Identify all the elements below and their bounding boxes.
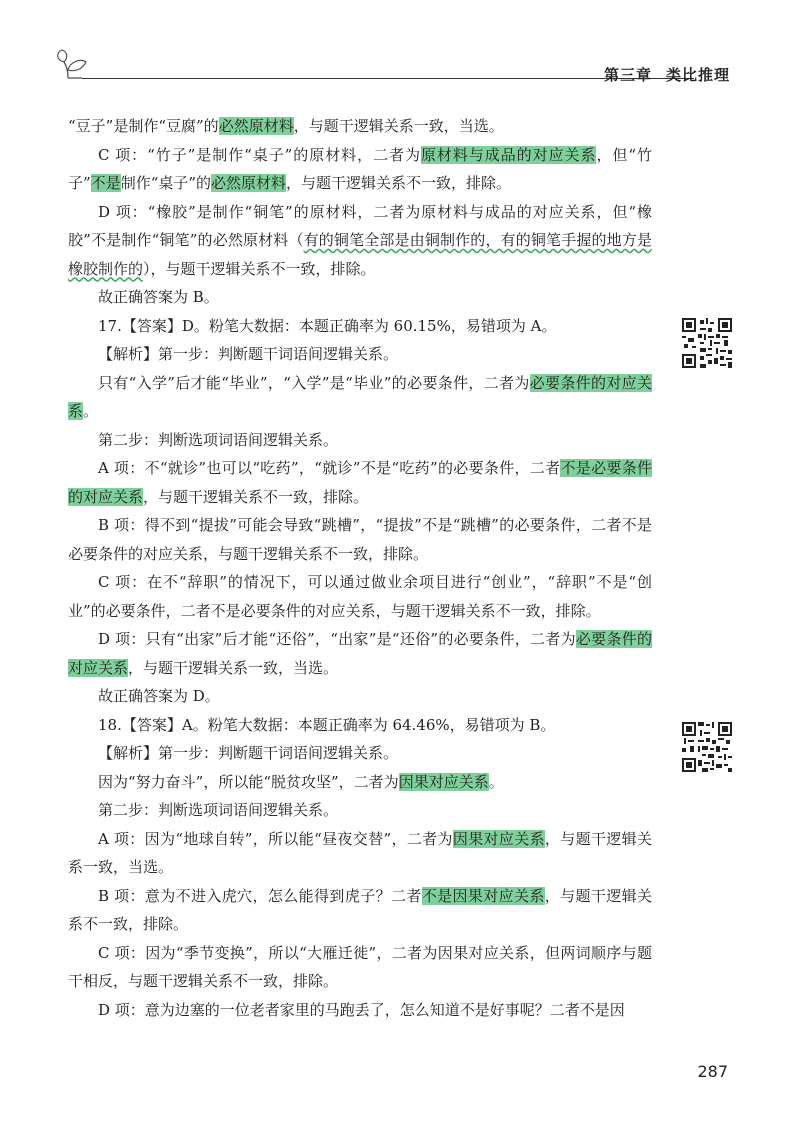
paragraph: 只有“入学”后才能“毕业”，“入学”是“毕业”的必要条件，二者为必要条件的对应关系。 (68, 373, 652, 420)
answer-line: 故正确答案为 D。 (98, 687, 220, 705)
paragraph-option-c: C 项：在不“辞职”的情况下，可以通过做业余项目进行“创业”，“辞职”不是“创业”的必要条件，二者不是必要条件的对应关系，与题干逻辑关系不一致，排除。 (68, 573, 652, 620)
paragraph-option-c: C 项：因为“季节变换”，所以“大雁迁徙”，二者为因果对应关系，但两词顺序与题干相反，与题干逻辑关系不一致，排除。 (68, 943, 652, 990)
wavy-underline: 有的铜笔全部是由铜制作的，有的铜笔手握的地方是橡胶制作的 (68, 231, 652, 278)
highlight: 必然原材料 (211, 174, 287, 192)
sprout-leaf-icon (56, 48, 90, 80)
highlight: 不是因果对应关系 (421, 886, 545, 905)
qr-code-icon[interactable] (682, 318, 732, 368)
page-header (0, 0, 800, 90)
paragraph-option-a: A 项：不“就诊”也可以“吃药”，“就诊”不是“吃药”的必要条件，二者不是必要条件的对应关系，与题干逻辑关系不一致，排除。 (68, 459, 652, 506)
highlight: 必要条件的对应关系 (68, 373, 652, 420)
highlight: 不是必要条件的对应关系 (68, 459, 652, 506)
paragraph-option-c: C 项：“竹子”是制作“桌子”的原材料，二者为原材料与成品的对应关系，但“竹子”不是制作“桌子”的必然原材料，与题干逻辑关系不一致，排除。 (68, 145, 652, 192)
highlight: 不是 (90, 174, 121, 192)
page-number: 287 (697, 1062, 728, 1081)
chapter-number: 第三章 (603, 66, 652, 84)
analysis-step-2: 第二步：判断选项词语间逻辑关系。 (98, 430, 339, 449)
question-17-answer: 17.【答案】D。粉笔大数据：本题正确率为 60.15%，易错项为 A。 (98, 316, 557, 335)
paragraph-option-d: D 项：意为边塞的一位老者家里的马跑丢了，怎么知道不是好事呢？二者不是因 (98, 1000, 625, 1019)
chapter-heading (604, 64, 730, 85)
paragraph-option-b: B 项：意为不进入虎穴，怎么能得到虎子？二者不是因果对应关系，与题干逻辑关系不一致，排除。 (68, 886, 652, 933)
paragraph: “豆子”是制作“豆腐”的必然原材料，与题干逻辑关系一致，当选。 (68, 117, 504, 135)
paragraph-option-b: B 项：得不到“提拔”可能会导致“跳槽”，“提拔”不是“跳槽”的必要条件，二者不是必要条件的对应关系，与题干逻辑关系不一致，排除。 (68, 516, 652, 563)
analysis-step-1: 【解析】第一步：判断题干词语间逻辑关系。 (98, 345, 399, 363)
paragraph-option-d: D 项：只有“出家”后才能“还俗”，“出家”是“还俗”的必要条件，二者为必要条件的对应关系，与题干逻辑关系一致，当选。 (68, 630, 652, 677)
analysis-step-2: 第二步：判断选项词语间逻辑关系。 (98, 801, 339, 819)
highlight: 原材料与成品的对应关系 (420, 145, 597, 164)
analysis-step-1: 【解析】第一步：判断题干词语间逻辑关系。 (98, 744, 399, 762)
answer-line: 故正确答案为 B。 (98, 288, 219, 306)
highlight: 因果对应关系 (398, 772, 489, 791)
header-rule (82, 78, 694, 79)
paragraph-option-d: D 项：“橡胶”是制作“铜笔”的原材料，二者为原材料与成品的对应关系，但“橡胶”不是制作“铜笔”的必然原材料（有的铜笔全部是由铜制作的，有的铜笔手握的地方是橡胶制作的），与题干逻辑关系不一致，排除。 (68, 202, 652, 278)
highlight: 因果对应关系 (452, 829, 545, 848)
paragraph-option-a: A 项：因为“地球自转”，所以能“昼夜交替”，二者为因果对应关系，与题干逻辑关系一致，当选。 (68, 829, 652, 876)
page-body (68, 112, 652, 1024)
question-18-answer: 18.【答案】A。粉笔大数据：本题正确率为 64.46%，易错项为 B。 (98, 715, 556, 734)
highlight: 必然原材料 (218, 117, 294, 135)
qr-code-icon[interactable] (682, 722, 732, 772)
paragraph: 因为“努力奋斗”，所以能“脱贫攻坚”，二者为因果对应关系。 (98, 772, 504, 791)
highlight: 必要条件的对应关系 (68, 630, 652, 677)
chapter-title: 类比推理 (665, 66, 730, 84)
